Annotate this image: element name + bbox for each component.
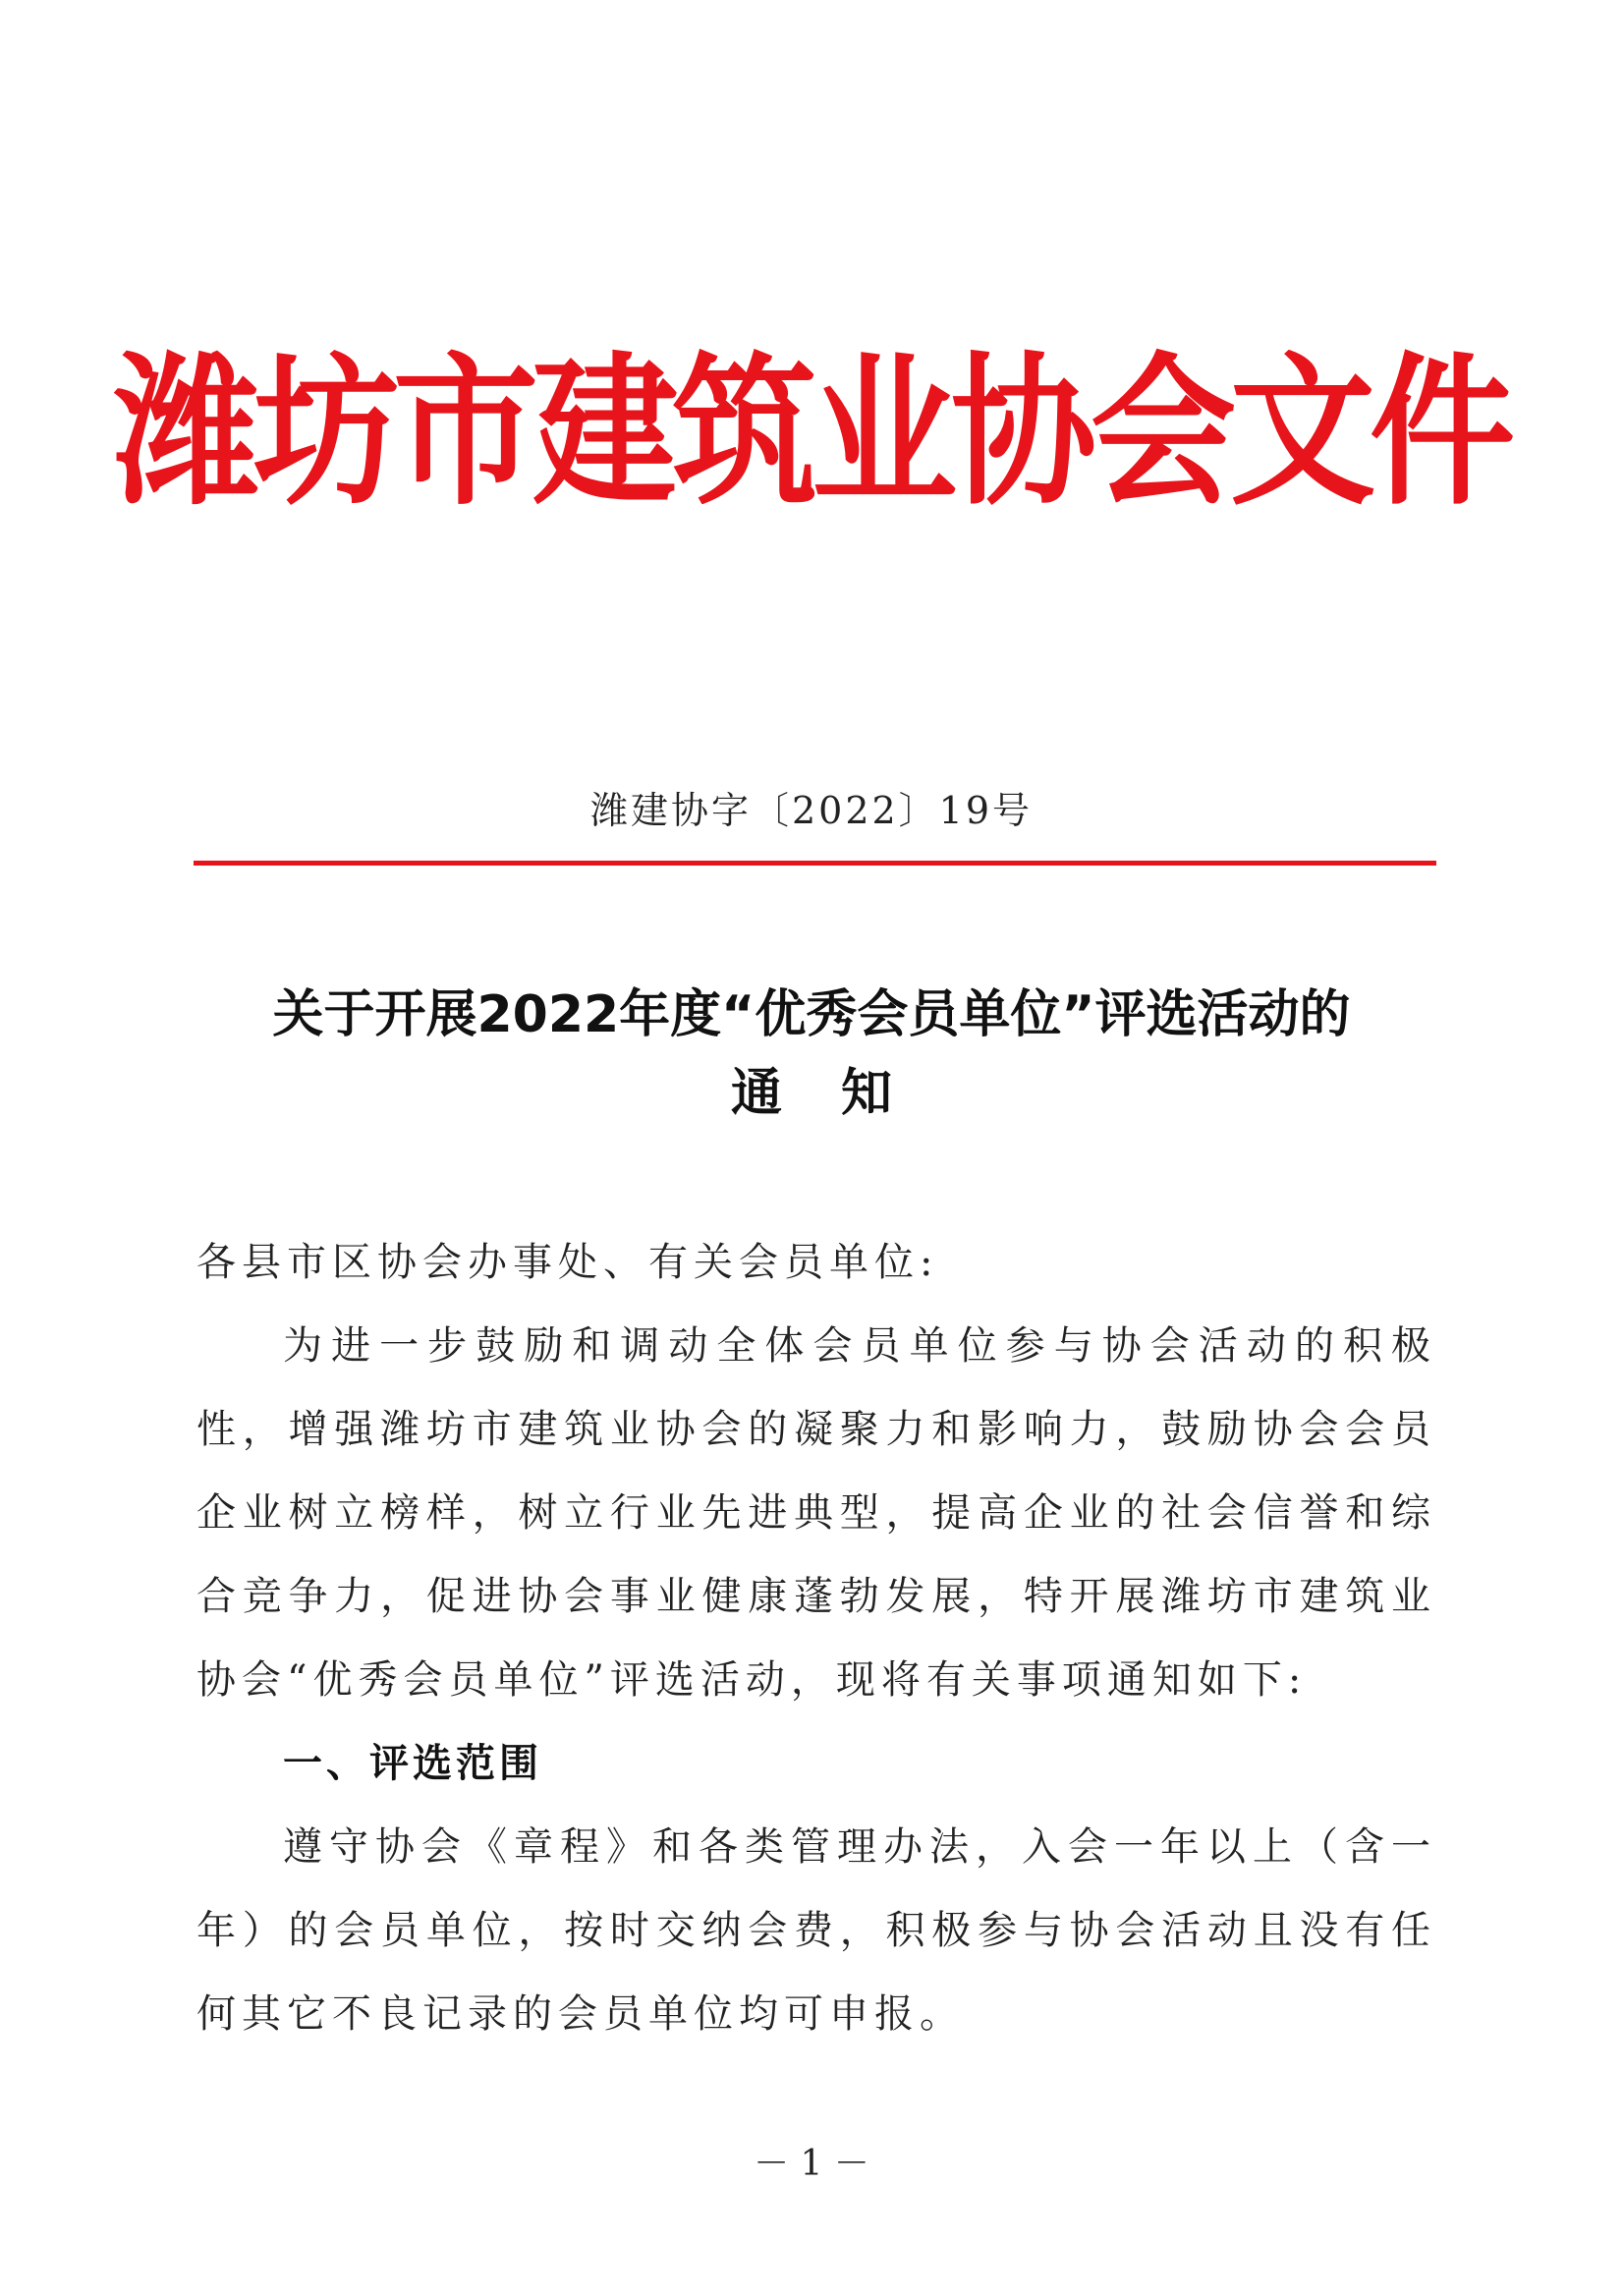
title-line-2: 通知 [730, 1064, 951, 1123]
organization-header: 潍坊市建筑业协会文件 [114, 337, 1509, 528]
document-number: 潍建协字〔2022〕19号 [589, 789, 1034, 832]
notice-title [147, 976, 1476, 1133]
section-heading-scope: 一、评选范围 [283, 1741, 542, 1786]
salutation: 各县市区协会办事处、有关会员单位: [196, 1240, 939, 1285]
title-line-1: 关于开展2022年度“优秀会员单位”评选活动的 [272, 985, 1351, 1044]
red-divider-line [194, 861, 1436, 866]
paragraph-scope: 遵守协会《章程》和各类管理办法，入会一年以上（含一年）的会员单位，按时交纳会费，积极参与协会活动且没有任何其它不良记录的会员单位均可申报。 [196, 1824, 1436, 2037]
page-number: － 1 － [754, 2144, 869, 2184]
paragraph-intro: 为进一步鼓励和调动全体会员单位参与协会活动的积极性，增强潍坊市建筑业协会的凝聚力和影响力，鼓励协会会员企业树立榜样，树立行业先进典型，提高企业的社会信誉和综合竞争力，促进协会事业健康蓬勃发展，特开展潍坊市建筑业协会“优秀会员单位”评选活动，现将有关事项通知如下: [196, 1323, 1436, 1703]
